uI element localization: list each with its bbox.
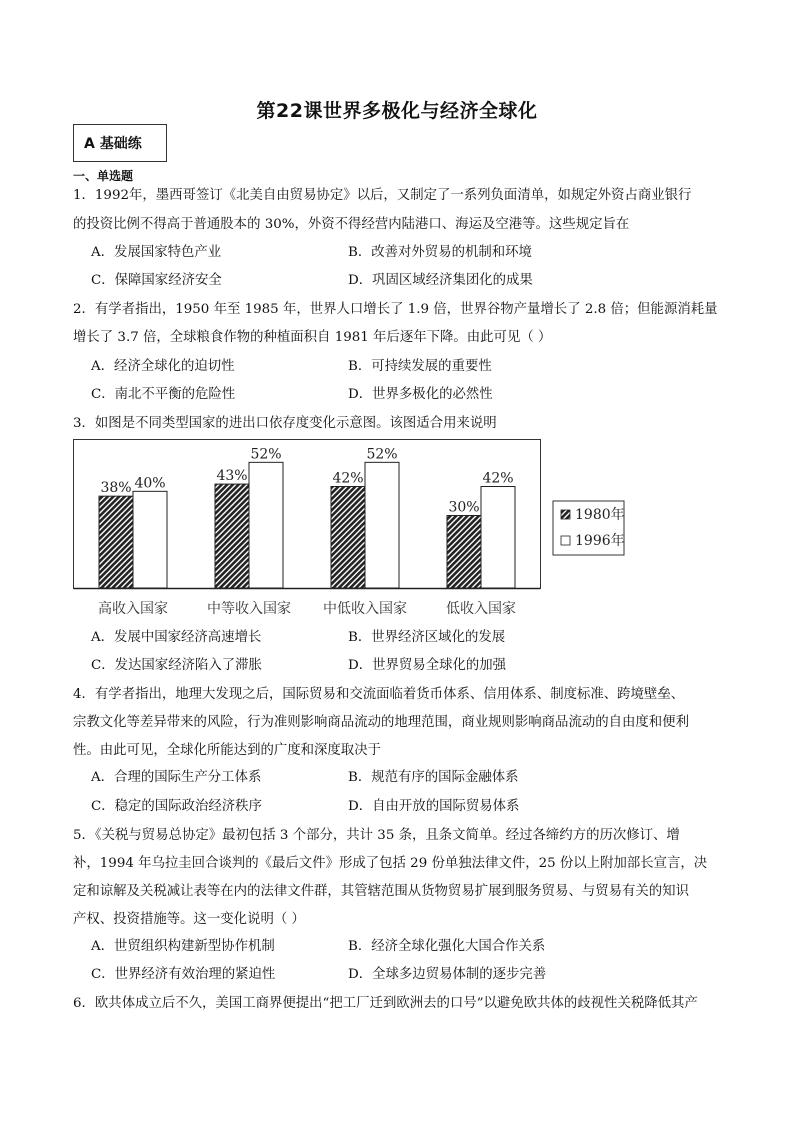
data-label-1996-3: 52%	[366, 446, 398, 463]
level-label-box: A 基础练	[73, 124, 167, 162]
q5-option-a[interactable]: A．世贸组织构建新型协作机制	[91, 939, 275, 954]
bar-1996-3	[365, 462, 399, 588]
q3-option-b[interactable]: B．世界经济区域化的发展	[348, 630, 506, 645]
legend-swatch-1980	[561, 510, 570, 519]
q5-line-2: 补，1994 年乌拉圭回合谈判的《最后文件》形成了包括 29 份单独法律文件，25 份以上附加部长宣言，决	[73, 856, 708, 871]
q2-line-2: 增长了 3.7 倍，全球粮食作物的种植面积自 1981 年后逐年下降。由此可见（ ）	[73, 330, 552, 345]
q6-line-1: 6．欧共体成立后不久，美国工商界便提出“把工厂迁到欧洲去的口号”以避免欧共体的歧视性关税降低其产	[73, 996, 698, 1011]
data-label-1980-2: 43%	[216, 468, 248, 485]
data-label-1996-4: 42%	[482, 470, 514, 487]
bar-1980-4	[447, 516, 481, 589]
legend-swatch-1996	[561, 536, 570, 545]
bar-1980-3	[331, 487, 365, 589]
bar-1996-2	[249, 462, 283, 588]
bar-1996-1	[133, 491, 167, 588]
page-title: 第22课世界多极化与经济全球化	[256, 100, 538, 122]
q2-line-1: 2．有学者指出，1950 年至 1985 年，世界人口增长了 1.9 倍，世界谷物产量增长了 2.8 倍；但能源消耗量	[73, 302, 718, 317]
section-heading: 一、单选题	[73, 169, 134, 183]
data-label-1980-3: 42%	[332, 470, 364, 487]
bars-group	[99, 446, 515, 588]
q2-option-c[interactable]: C．南北不平衡的危险性	[91, 387, 236, 402]
q5-option-c[interactable]: C．世界经济有效治理的紧迫性	[91, 967, 276, 982]
bar-1996-4	[481, 487, 515, 589]
q4-line-3: 性。由此可见，全球化所能达到的广度和深度取决于	[73, 743, 381, 758]
q4-option-c[interactable]: C．稳定的国际政治经济秩序	[91, 799, 262, 814]
legend-label-1980: 1980年	[575, 507, 625, 523]
q3-option-c[interactable]: C．发达国家经济陷入了滞胀	[91, 658, 262, 673]
q3-option-d[interactable]: D．世界贸易全球化的加强	[348, 658, 507, 673]
q1-line-2: 的投资比例不得高于普通股本的 30%，外资不得经营内陆港口、海运及空港等。这些规定旨在	[73, 217, 630, 232]
category-label-4: 低收入国家	[446, 601, 516, 617]
q5-line-3: 定和谅解及关税减让表等在内的法律文件群，其管辖范围从货物贸易扩展到服务贸易、与贸易有关的知识	[73, 884, 689, 899]
q5-line-1: 5．《关税与贸易总协定》最初包括 3 个部分，共计 35 条，且条文简单。经过各缔约方的历次修订、增	[73, 828, 680, 843]
q4-option-d[interactable]: D．自由开放的国际贸易体系	[348, 799, 520, 814]
q5-option-d[interactable]: D．全球多边贸易体制的逐步完善	[348, 967, 547, 982]
trade-dependency-chart	[73, 439, 633, 621]
data-label-1980-4: 30%	[448, 499, 480, 516]
category-label-1: 高收入国家	[98, 601, 168, 617]
bar-1980-1	[99, 496, 133, 588]
category-label-2: 中等收入国家	[207, 601, 291, 617]
category-label-3: 中低收入国家	[323, 601, 407, 617]
q2-option-b[interactable]: B．可持续发展的重要性	[348, 359, 492, 374]
q5-option-b[interactable]: B．经济全球化强化大国合作关系	[348, 939, 546, 954]
category-labels	[98, 600, 516, 617]
data-label-1996-2: 52%	[250, 446, 282, 463]
data-label-1980-1: 38%	[100, 480, 132, 497]
q2-option-a[interactable]: A．经济全球化的迫切性	[91, 359, 235, 374]
q1-option-a[interactable]: A．发展国家特色产业	[91, 245, 222, 260]
q4-option-b[interactable]: B．规范有序的国际金融体系	[348, 770, 519, 785]
legend	[553, 501, 625, 555]
q5-line-4: 产权、投资措施等。这一变化说明（ ）	[73, 912, 305, 927]
q1-option-d[interactable]: D．巩固区域经济集团化的成果	[348, 273, 533, 288]
bar-1980-2	[215, 484, 249, 588]
legend-label-1996: 1996年	[575, 533, 625, 549]
q1-option-c[interactable]: C．保障国家经济安全	[91, 273, 222, 288]
data-label-1996-1: 40%	[134, 475, 166, 492]
q4-line-2: 宗教文化等差异带来的风险，行为准则影响商品流动的地理范围，商业规则影响商品流动的自由度和便利	[73, 715, 689, 730]
q1-option-b[interactable]: B．改善对外贸易的机制和环境	[348, 245, 532, 260]
q4-option-a[interactable]: A．合理的国际生产分工体系	[91, 770, 262, 785]
q3-option-a[interactable]: A．发展中国家经济高速增长	[91, 630, 262, 645]
q2-option-d[interactable]: D．世界多极化的必然性	[348, 387, 493, 402]
q4-line-1: 4．有学者指出，地理大发现之后，国际贸易和交流面临着货币体系、信用体系、制度标准、跨境壁垒、	[73, 687, 685, 702]
q3-line-1: 3．如图是不同类型国家的进出口依存度变化示意图。该图适合用来说明	[73, 416, 497, 431]
q1-line-1: 1．1992年，墨西哥签订《北美自由贸易协定》以后，又制定了一系列负面清单，如规定外资占商业银行	[73, 188, 692, 203]
